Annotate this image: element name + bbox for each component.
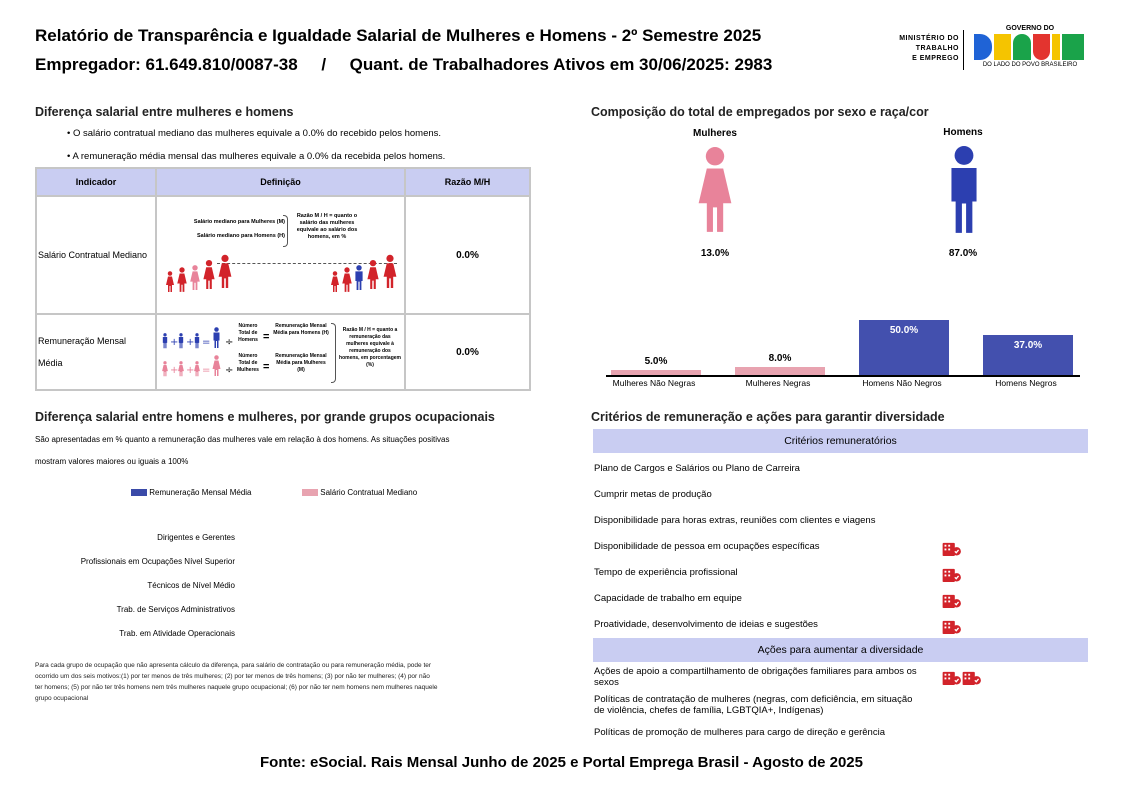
row2-indicator — [36, 314, 156, 390]
legend-avg — [131, 488, 252, 497]
group-label: Técnicos de Nível Médio — [147, 581, 235, 590]
criteria-title: Critérios de remuneração e ações para garantir diversidade — [591, 410, 945, 424]
row2-definition: + + = ÷ Número Total de Homens = Remuneração Mensal Média para Homens (H) + + = ÷ Número Total de Mulheres = Remuneração Mensal Média para Mulheres (M) Razão M / H = quanto a remuneração das mulheres equivale à remuneração dos homens, em porcentagem (%) — [156, 314, 405, 390]
salary-gap-bullet-2: • A remuneração média mensal das mulheres equivale a 0.0% da recebida pelos homens. — [67, 151, 446, 162]
action-item: Políticas de contratação de mulheres (negras, com deficiência, em situação de violência, chefes de família, LGBTQIA+, Indígenas) — [594, 694, 913, 716]
category-label: Mulheres Não Negras — [612, 378, 696, 388]
svg-text:+: + — [186, 365, 195, 376]
ministry-line2: TRABALHO — [915, 45, 959, 52]
criteria-item: Capacidade de trabalho em equipe — [594, 593, 742, 604]
def-women-median: Salário mediano para Mulheres (M) — [193, 219, 285, 225]
action-item: Ações de apoio a compartilhamento de obrigações familiares para ambos os sexos — [594, 666, 917, 688]
svg-text:=: = — [202, 365, 211, 376]
gov-logo — [974, 25, 1086, 68]
legend-median-label: Salário Contratual Mediano — [320, 488, 418, 497]
women-sum-icon — [161, 355, 241, 379]
men-count-label: Número Total de Homens — [238, 323, 258, 343]
occupational-title: Diferença salarial entre homens e mulheres, por grande grupos ocupacionais — [35, 410, 495, 424]
criteria-item: Disponibilidade para horas extras, reuniões com clientes e viagens — [594, 515, 876, 526]
action-item: Políticas de promoção de mulheres para cargo de direção e gerência — [594, 727, 885, 738]
criteria-item: Plano de Cargos e Salários ou Plano de Carreira — [594, 463, 800, 474]
row2-indicator-line1: Remuneração Mensal — [38, 336, 127, 346]
footnote-line: ter homens; (5) por não ter três homens nem três mulheres naquele grupo ocupacional; (6) por não ter nem homens nem mulheres naquele — [35, 684, 438, 691]
diversity-band: Ações para aumentar a diversidade — [593, 638, 1088, 662]
row1-ratio: 0.0% — [405, 196, 530, 314]
footnote-line: ocorrido um dos seis motivos:(1) por ter menos de três mulheres; (2) por ter menos de três homens; (3) por não ter mulheres; (4) por não — [35, 673, 430, 680]
footer-source: Fonte: eSocial. Rais Mensal Junho de 2025 e Portal Emprega Brasil - Agosto de 2025 — [260, 754, 863, 771]
col-definition: Definição — [156, 168, 405, 196]
col-indicator: Indicador — [36, 168, 156, 196]
category-label: Mulheres Negras — [745, 378, 811, 388]
mixed-figures-icon — [330, 251, 410, 299]
row1-indicator: Salário Contratual Mediano — [36, 196, 156, 314]
salary-gap-title: Diferença salarial entre mulheres e homens — [35, 105, 294, 119]
legend-median — [302, 488, 417, 497]
svg-text:+: + — [170, 365, 179, 376]
employer-line: Empregador: 61.649.810/0087-38 / Quant. de Trabalhadores Ativos em 30/06/2025: 2983 — [35, 55, 773, 74]
def-men-median: Salário mediano para Homens (H) — [196, 233, 285, 239]
chart-baseline — [606, 375, 1080, 377]
bar-value-label: 8.0% — [768, 353, 792, 364]
svg-text:+: + — [170, 337, 179, 348]
category-label: Homens Negros — [995, 378, 1057, 388]
man-icon — [942, 145, 986, 237]
legend-avg-swatch — [131, 489, 147, 496]
composition-title: Composição do total de empregados por sexo e raça/cor — [591, 105, 929, 119]
men-pct: 87.0% — [948, 248, 978, 259]
group-label: Trab. em Atividade Operacionais — [119, 629, 235, 638]
logo-divider — [963, 30, 964, 70]
men-avg-label: Remuneração Mensal Média para Homens (H) — [273, 323, 329, 336]
svg-text:=: = — [202, 337, 211, 348]
criteria-band: Critérios remuneratórios — [593, 429, 1088, 453]
report-title: Relatório de Transparência e Igualdade Salarial de Mulheres e Homens - 2º Semestre 2025 — [35, 26, 762, 45]
women-label: Mulheres — [693, 128, 737, 139]
bar-value-label: 37.0% — [1013, 340, 1043, 351]
men-sum-icon — [161, 327, 241, 351]
women-figures-icon — [165, 251, 255, 299]
ministry-logo — [884, 34, 959, 64]
men-label: Homens — [943, 127, 983, 138]
salary-gap-bullet-1: • O salário contratual mediano das mulheres equivale a 0.0% do recebido pelos homens. — [67, 128, 442, 139]
bar-value-label: 5.0% — [644, 356, 668, 367]
ministry-line3: E EMPREGO — [912, 55, 959, 62]
svg-text:+: + — [186, 337, 195, 348]
criteria-item: Disponibilidade de pessoa em ocupações específicas — [594, 541, 820, 552]
occupational-desc-2: mostram valores maiores ou iguais a 100% — [35, 457, 189, 466]
group-label: Trab. de Serviços Administrativos — [116, 605, 235, 614]
company-check-icon — [942, 541, 962, 556]
def-ratio-note: Razão M / H = quanto o salário das mulheres equivale ao salário dos homens, em % — [296, 213, 358, 240]
company-check-icon — [942, 619, 962, 634]
table-row — [36, 196, 530, 314]
criteria-item: Cumprir metas de produção — [594, 489, 712, 500]
indicator-table — [35, 167, 531, 391]
svg-text:÷: ÷ — [225, 365, 234, 376]
occupational-footnote — [35, 660, 535, 704]
criteria-item: Tempo de experiência profissional — [594, 567, 738, 578]
company-check-icon — [962, 670, 982, 685]
legend-avg-label: Remuneração Mensal Média — [149, 488, 252, 497]
criteria-item: Proatividade, desenvolvimento de ideias e sugestões — [594, 619, 818, 630]
company-check-icon — [942, 593, 962, 608]
company-check-icon — [942, 567, 962, 582]
group-label: Dirigentes e Gerentes — [157, 533, 235, 542]
row1-definition — [156, 196, 405, 314]
col-ratio: Razão M/H — [405, 168, 530, 196]
women-pct: 13.0% — [700, 248, 730, 259]
company-check-icon — [942, 670, 962, 685]
gov-logo-word — [974, 32, 1086, 62]
bar-value-label: 50.0% — [889, 325, 919, 336]
women-count-label: Número Total de Mulheres — [237, 353, 259, 373]
ministry-line1: MINISTÉRIO DO — [899, 35, 959, 42]
composition-chart — [592, 300, 1088, 405]
footnote-line: grupo ocupacional — [35, 695, 89, 702]
gov-logo-tagline: DO LADO DO POVO BRASILEIRO — [982, 62, 1078, 68]
category-label: Homens Não Negros — [862, 378, 942, 388]
occupational-desc-1: São apresentadas em % quanto a remuneração das mulheres vale em relação à dos homens. As situações positivas — [35, 435, 450, 444]
group-label: Profissionais em Ocupações Nível Superior — [80, 557, 235, 566]
row2-ratio: 0.0% — [405, 314, 530, 390]
table-row — [36, 314, 530, 390]
svg-text:÷: ÷ — [225, 337, 234, 348]
row2-indicator-line2: Média — [38, 358, 63, 368]
legend-median-swatch — [302, 489, 318, 496]
footnote-line: Para cada grupo de ocupação que não apresenta cálculo da diferença, para salário de contratação ou para remuneração média, pode ter — [35, 662, 432, 669]
def2-ratio-note: Razão M / H = quanto a remuneração das mulheres equivale à remuneração dos homens, em porcentagem (%) — [339, 327, 401, 368]
women-avg-label: Remuneração Mensal Média para Mulheres (M) — [275, 353, 327, 373]
occupational-groups — [35, 526, 235, 646]
gov-logo-top: GOVERNO DO — [1005, 25, 1055, 32]
woman-icon — [694, 146, 736, 236]
